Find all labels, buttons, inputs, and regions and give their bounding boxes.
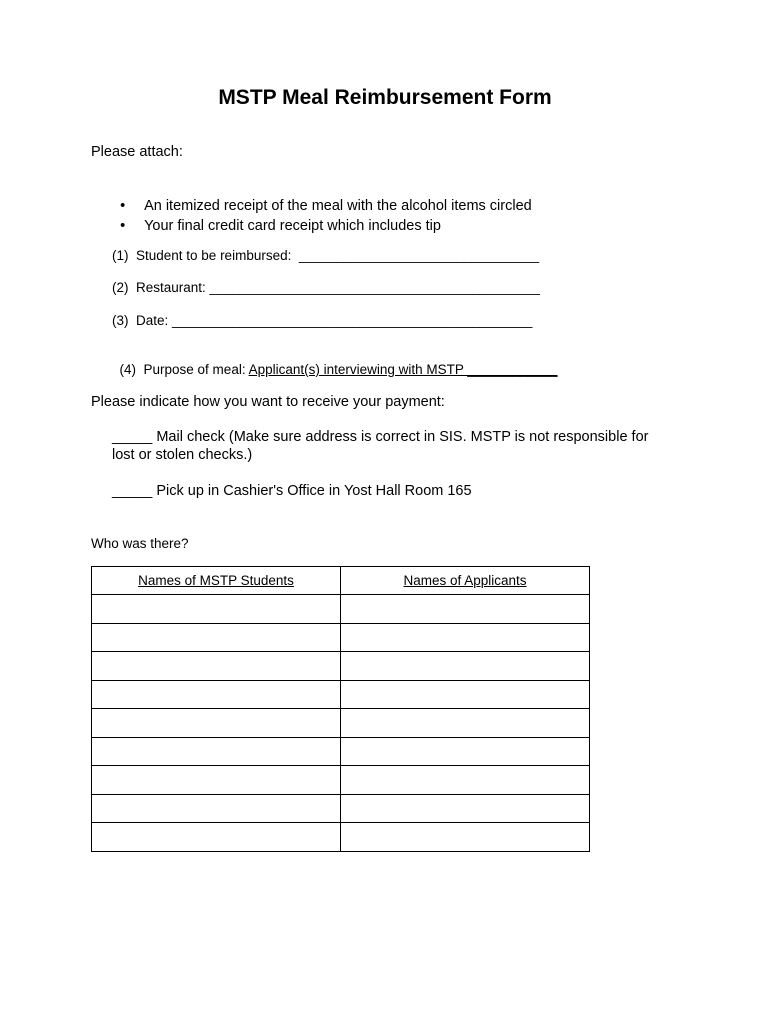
- applicant-name-cell[interactable]: [341, 623, 590, 652]
- applicant-name-cell[interactable]: [341, 652, 590, 681]
- table-row: [92, 680, 590, 709]
- mail-check-option[interactable]: _____ Mail check (Make sure address is correct in SIS. MSTP is not responsible for: [112, 429, 649, 445]
- table-row: [92, 766, 590, 795]
- attendees-table: [91, 566, 590, 852]
- student-field[interactable]: (1) Student to be reimbursed: ________________________________: [112, 248, 540, 263]
- table-header-row: [92, 567, 590, 595]
- table-row: [92, 737, 590, 766]
- student-name-cell[interactable]: [92, 823, 341, 852]
- applicant-name-cell[interactable]: [341, 823, 590, 852]
- applicant-name-cell[interactable]: [341, 794, 590, 823]
- attach-item-text: Your final credit card receipt which includes tip: [144, 218, 441, 234]
- attach-item-text: An itemized receipt of the meal with the alcohol items circled: [144, 198, 532, 214]
- table-row: [92, 595, 590, 624]
- table-row: [92, 709, 590, 738]
- applicant-name-cell[interactable]: [341, 709, 590, 738]
- bullet-icon: •: [120, 218, 126, 234]
- student-name-cell[interactable]: [92, 794, 341, 823]
- pickup-option[interactable]: _____ Pick up in Cashier's Office in Yost Hall Room 165: [112, 483, 472, 499]
- student-name-cell[interactable]: [92, 737, 341, 766]
- table-row: [92, 794, 590, 823]
- column-header-students: Names of MSTP Students: [92, 567, 341, 595]
- applicant-name-cell[interactable]: [341, 595, 590, 624]
- purpose-label: (4) Purpose of meal:: [119, 362, 249, 377]
- payment-heading: Please indicate how you want to receive your payment:: [91, 394, 445, 410]
- form-title: MSTP Meal Reimbursement Form: [218, 86, 552, 109]
- student-name-cell[interactable]: [92, 652, 341, 681]
- column-header-applicants: Names of Applicants: [341, 567, 590, 595]
- student-name-cell[interactable]: [92, 709, 341, 738]
- purpose-value: Applicant(s) interviewing with MSTP ____________: [248, 362, 558, 377]
- student-name-cell[interactable]: [92, 623, 341, 652]
- student-name-cell[interactable]: [92, 680, 341, 709]
- applicant-name-cell[interactable]: [341, 680, 590, 709]
- who-heading: Who was there?: [91, 536, 189, 551]
- table-row: [92, 623, 590, 652]
- applicant-name-cell[interactable]: [341, 766, 590, 795]
- mail-check-option-cont: lost or stolen checks.): [112, 447, 253, 463]
- table-row: [92, 652, 590, 681]
- restaurant-field[interactable]: (2) Restaurant: ____________________________________________: [112, 280, 540, 295]
- attach-item: [112, 199, 441, 235]
- bullet-icon: •: [120, 198, 126, 214]
- purpose-field[interactable]: [112, 343, 558, 379]
- attach-heading: Please attach:: [91, 144, 183, 160]
- table-row: [92, 823, 590, 852]
- date-field[interactable]: (3) Date: ________________________________________________: [112, 313, 533, 328]
- student-name-cell[interactable]: [92, 766, 341, 795]
- student-name-cell[interactable]: [92, 595, 341, 624]
- applicant-name-cell[interactable]: [341, 737, 590, 766]
